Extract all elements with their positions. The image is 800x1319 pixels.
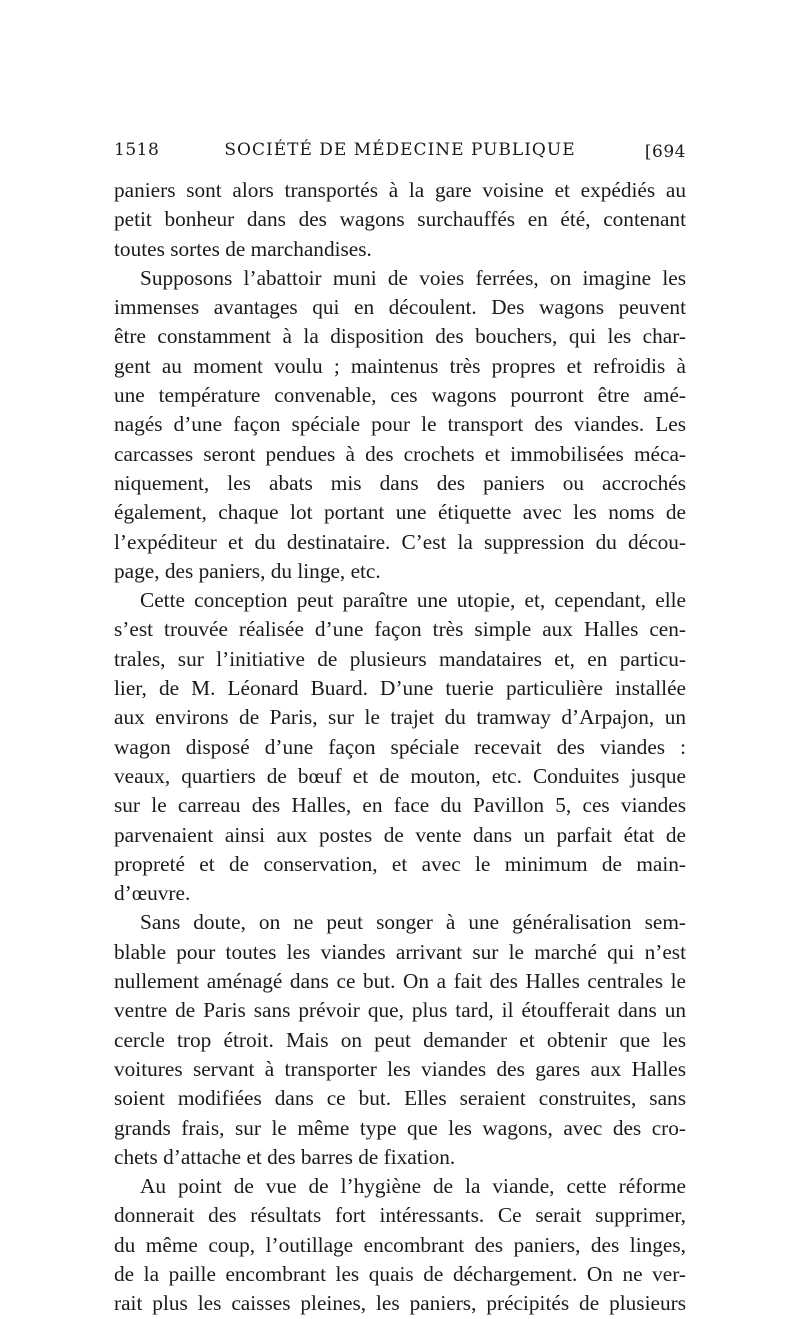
text-line: nagés d’une façon spéciale pour le transport des viandes. Les xyxy=(114,412,686,437)
text-line: d’œuvre. xyxy=(114,881,191,906)
paragraph xyxy=(114,176,686,264)
text-line: Supposons l’abattoir muni de voies ferrées, on imagine les xyxy=(140,265,686,290)
text-line: donnerait des résultats fort intéressants. Ce serait supprimer, xyxy=(114,1203,686,1228)
text-line: être constamment à la disposition des bouchers, qui les char- xyxy=(114,324,686,349)
text-line: parvenaient ainsi aux postes de vente dans un parfait état de xyxy=(114,822,686,847)
text-line: propreté et de conservation, et avec le minimum de main- xyxy=(114,851,686,876)
text-line: rait plus les caisses pleines, les paniers, précipités de plusieurs xyxy=(114,1291,686,1316)
text-line: nullement aménagé dans ce but. On a fait des Halles centrales le xyxy=(114,969,686,994)
text-line: blable pour toutes les viandes arrivant sur le marché qui n’est xyxy=(114,939,686,964)
text-line: l’expéditeur et du destinataire. C’est la suppression du décou- xyxy=(114,529,686,554)
text-line: Sans doute, on ne peut songer à une généralisation sem- xyxy=(140,910,686,935)
text-line: Cette conception peut paraître une utopie, et, cependant, elle xyxy=(140,588,686,613)
running-head xyxy=(114,140,686,164)
paragraph xyxy=(114,586,686,908)
text-line: immenses avantages qui en découlent. Des wagons peuvent xyxy=(114,295,686,320)
text-line: page, des paniers, du linge, etc. xyxy=(114,558,381,583)
text-line: gent au moment voulu ; maintenus très propres et refroidis à xyxy=(114,353,686,378)
paragraph xyxy=(114,264,686,586)
text-line: carcasses seront pendues à des crochets et immobilisées méca- xyxy=(114,441,686,466)
paragraph xyxy=(114,908,686,1172)
text-line: cercle trop étroit. Mais on peut demander et obtenir que les xyxy=(114,1027,686,1052)
text-line: sur le carreau des Halles, en face du Pavillon 5, ces viandes xyxy=(114,793,686,818)
text-line: wagon disposé d’une façon spéciale recevait des viandes : xyxy=(114,734,686,759)
text-line: voitures servant à transporter les viandes des gares aux Halles xyxy=(114,1056,686,1081)
text-line: une température convenable, ces wagons pourront être amé- xyxy=(114,383,686,408)
text-line: grands frais, sur le même type que les wagons, avec des cro- xyxy=(114,1115,686,1140)
paragraph xyxy=(114,1172,686,1318)
text-line: s’est trouvée réalisée d’une façon très simple aux Halles cen- xyxy=(114,617,686,642)
text-line: lier, de M. Léonard Buard. D’une tuerie particulière installée xyxy=(114,676,686,701)
body-text xyxy=(114,176,686,1319)
page-number: 1518 xyxy=(114,140,160,160)
original-page-ref: [694 xyxy=(644,142,686,162)
text-line: de la paille encombrant les quais de déchargement. On ne ver- xyxy=(114,1261,686,1286)
text-line: aux environs de Paris, sur le trajet du tramway d’Arpajon, un xyxy=(114,705,686,730)
text-line: paniers sont alors transportés à la gare voisine et expédiés au xyxy=(114,178,686,202)
text-line: trales, sur l’initiative de plusieurs mandataires et, en particu- xyxy=(114,646,686,671)
text-line: niquement, les abats mis dans des paniers ou accrochés xyxy=(114,470,686,495)
text-line: Au point de vue de l’hygiène de la viande, cette réforme xyxy=(140,1174,686,1199)
text-line: du même coup, l’outillage encombrant des paniers, des linges, xyxy=(114,1232,686,1257)
text-line: soient modifiées dans ce but. Elles seraient construites, sans xyxy=(114,1086,686,1111)
text-line: petit bonheur dans des wagons surchauffés en été, contenant xyxy=(114,207,686,232)
text-line: veaux, quartiers de bœuf et de mouton, etc. Conduites jusque xyxy=(114,763,686,788)
text-line: toutes sortes de marchandises. xyxy=(114,236,372,261)
text-line: chets d’attache et des barres de fixation. xyxy=(114,1144,456,1169)
running-title: SOCIÉTÉ DE MÉDECINE PUBLIQUE xyxy=(224,140,576,160)
text-line: ventre de Paris sans prévoir que, plus tard, il étoufferait dans un xyxy=(114,998,686,1023)
text-line: également, chaque lot portant une étiquette avec les noms de xyxy=(114,500,686,525)
